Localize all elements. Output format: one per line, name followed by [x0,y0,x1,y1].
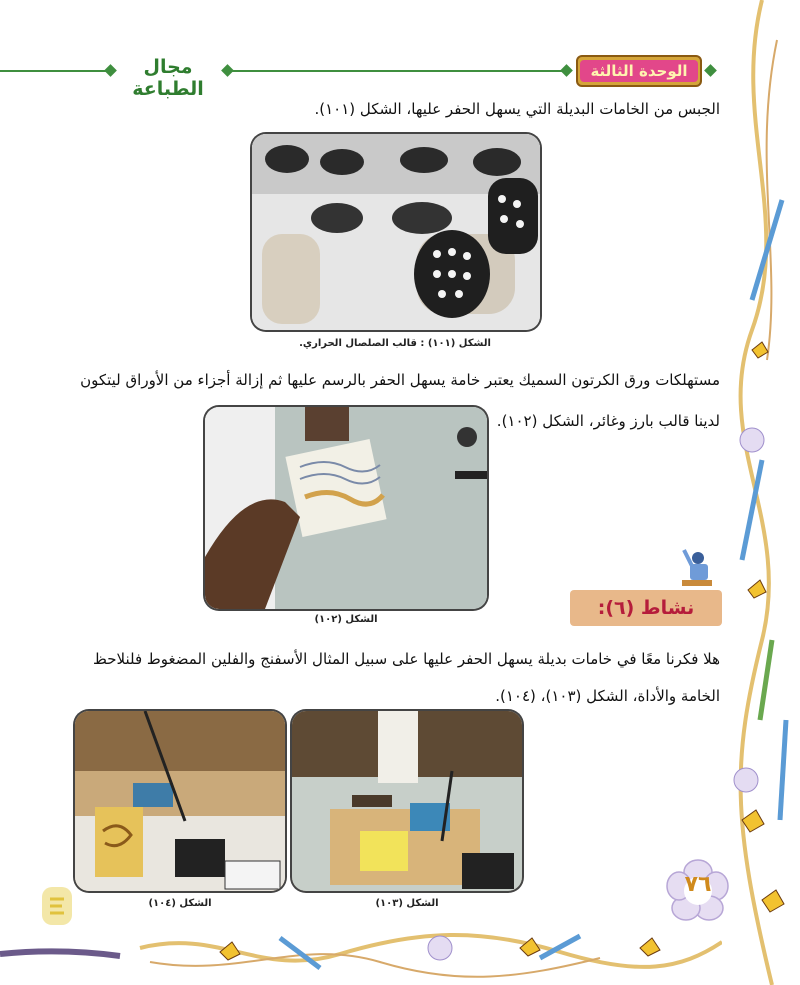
unit-label: الوحدة الثالثة [580,60,697,82]
sponge-stamps-image-104 [75,711,285,891]
paragraph-alternatives-line1: هلا فكرنا معًا في خامات بديلة يسهل الحفر عليها على سبيل المثال الأسفنج والفلين المضغوط فلنلاحظ [93,650,720,668]
figure-104-caption: الشكل (١٠٤) [148,898,212,909]
page-number-badge [666,858,730,922]
activity-label: نشاط (٦): [597,597,695,619]
paragraph-alternatives-line2: الخامة والأداة، الشكل (١٠٣)، (١٠٤). [495,687,720,705]
decorative-bottom-border [0,918,722,985]
activity-box [570,590,722,626]
header-rule-left [0,70,110,72]
figure-101-photo [252,134,540,330]
paragraph-cardboard-line1: مستهلكات ورق الكرتون السميك يعتبر خامة يسهل الحفر بالرسم عليها ثم إزالة أجزاء من الأوراق ليتكون [80,371,720,389]
header-diamond-icon [704,64,717,77]
section-title: مجال الطباعة [132,56,204,100]
figure-103-photo [292,711,522,891]
cardboard-carving-image [205,407,487,609]
student-raising-hand-icon [678,546,714,594]
figure-104-photo [75,711,285,891]
figure-102-photo [205,407,487,609]
sponge-stamps-image-103 [292,711,522,891]
figure-102-caption: الشكل (١٠٢) [314,614,378,625]
paragraph-cardboard-line2: لدينا قالب بارز وغائر، الشكل (١٠٢). [496,412,720,430]
page-number: ٧٦ [684,872,712,897]
paragraph-gypsum: الجبس من الخامات البديلة التي يسهل الحفر عليها، الشكل (١٠١). [314,100,720,118]
header-rule-middle [228,70,566,72]
unit-badge [576,55,702,87]
figure-103-caption: الشكل (١٠٣) [375,898,439,909]
figure-101-caption: الشكل (١٠١) : قالب الصلصال الحراري. [299,338,491,349]
header-diamond-icon [560,64,573,77]
clay-molds-image [252,134,540,330]
decorative-vine-border [722,0,800,985]
